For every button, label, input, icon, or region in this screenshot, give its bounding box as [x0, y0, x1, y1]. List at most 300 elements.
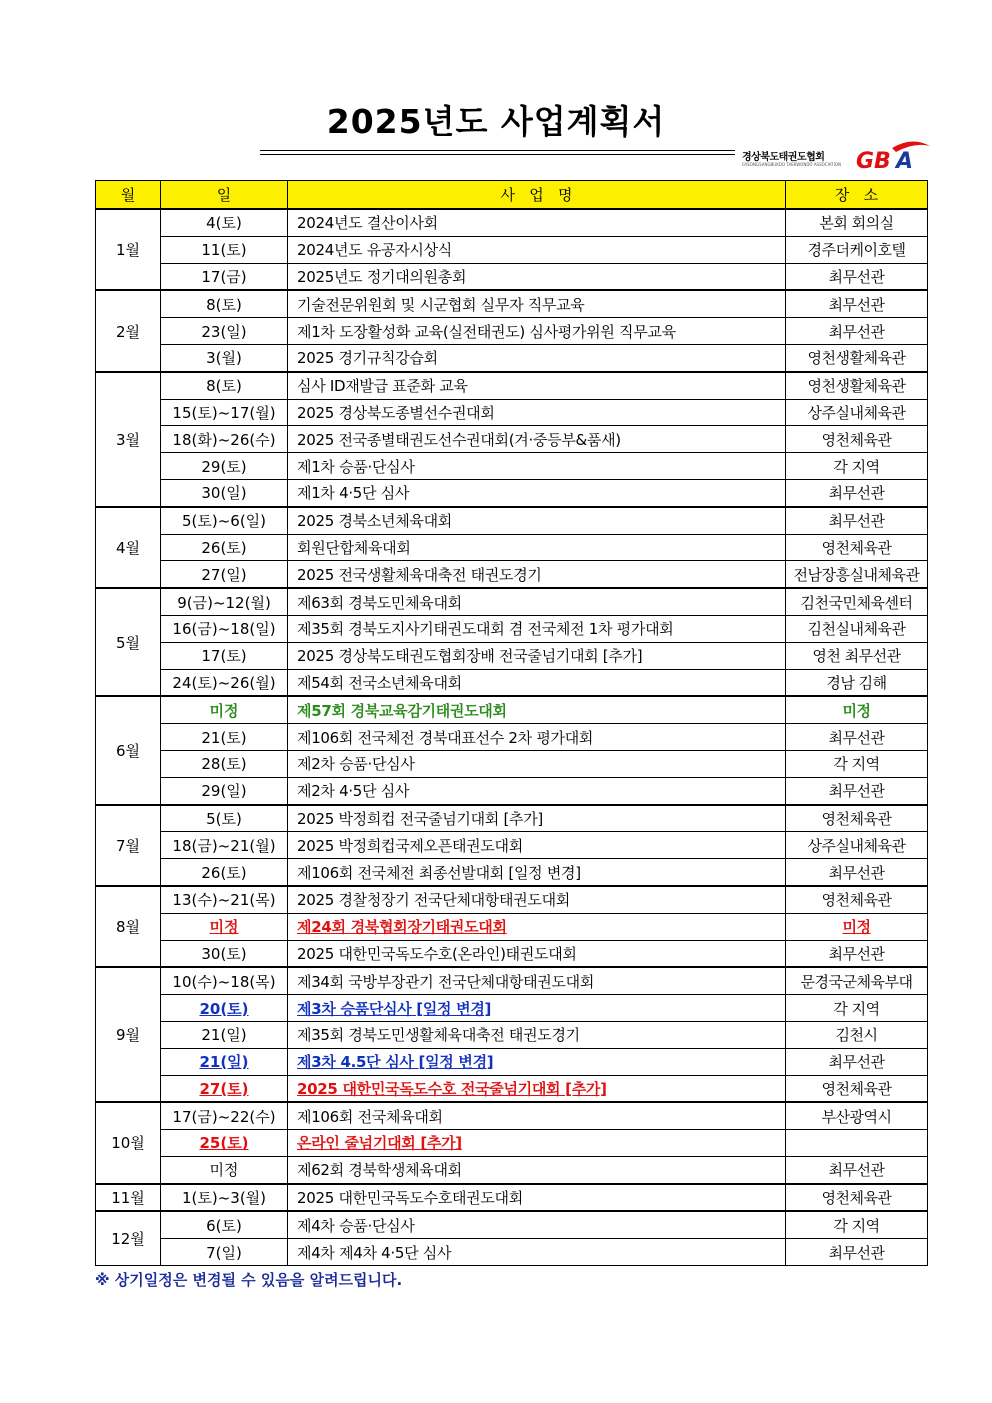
event-cell-text: 제106회 전국체육대회 — [297, 1107, 443, 1126]
org-subtitle: GYEONGSANGBUKDO TAEKWONDO ASSOCIATION — [742, 162, 841, 167]
month-cell: 7월 — [96, 805, 161, 886]
table-row — [96, 1211, 928, 1238]
event-cell-text: 제3차 4.5단 심사 [일정 변경] — [297, 1053, 494, 1072]
place-cell-text: 최무선관 — [828, 295, 885, 314]
place-cell — [786, 1184, 928, 1212]
month-cell: 11월 — [96, 1184, 161, 1212]
place-cell-text: 미정 — [842, 701, 871, 720]
table-row — [96, 669, 928, 696]
day-cell — [161, 1048, 288, 1075]
place-cell — [786, 399, 928, 426]
place-cell — [786, 940, 928, 967]
place-cell-text: 최무선관 — [828, 322, 885, 341]
place-cell — [786, 1130, 928, 1157]
day-cell-text: 21(토) — [201, 728, 247, 747]
table-row — [96, 859, 928, 886]
place-cell-text: 각 지역 — [833, 457, 880, 476]
day-cell — [161, 1211, 288, 1238]
event-cell — [288, 426, 786, 453]
day-cell — [161, 642, 288, 669]
place-cell-text: 영천체육관 — [821, 1189, 892, 1208]
event-cell — [288, 344, 786, 371]
place-cell-text: 각 지역 — [833, 1216, 880, 1235]
table-row — [96, 507, 928, 534]
day-cell — [161, 1102, 288, 1129]
month-cell: 8월 — [96, 886, 161, 967]
place-cell-text: 최무선관 — [828, 1243, 885, 1262]
day-cell-text: 18(금)~21(월) — [172, 836, 276, 855]
day-cell — [161, 967, 288, 994]
table-row — [96, 534, 928, 561]
place-cell — [786, 209, 928, 236]
day-cell — [161, 1075, 288, 1102]
place-cell — [786, 750, 928, 777]
day-cell-text: 15(토)~17(월) — [172, 403, 276, 422]
day-cell-text: 17(금)~22(수) — [172, 1107, 276, 1126]
day-cell-text: 미정 — [209, 701, 239, 720]
day-cell-text: 30(토) — [201, 944, 247, 963]
day-cell-text: 20(토) — [199, 999, 249, 1018]
event-cell-text: 2025 전국종별태권도선수권대회(겨·중등부&품새) — [297, 430, 621, 449]
org-name: 경상북도태권도협회 — [742, 152, 825, 163]
table-row — [96, 1075, 928, 1102]
day-cell — [161, 696, 288, 723]
title-underline — [260, 150, 735, 151]
day-cell — [161, 1239, 288, 1266]
event-cell — [288, 805, 786, 832]
event-cell-text: 제3차 승품단심사 [일정 변경] — [297, 999, 492, 1018]
day-cell — [161, 1156, 288, 1183]
place-cell-text: 각 지역 — [833, 755, 880, 774]
event-cell-text: 온라인 줄넘기대회 [추가] — [297, 1134, 462, 1153]
event-cell — [288, 832, 786, 859]
day-cell-text: 16(금)~18(일) — [172, 620, 276, 639]
place-cell-text: 최무선관 — [828, 512, 885, 531]
day-cell-text: 27(토) — [199, 1079, 249, 1098]
table-row — [96, 1239, 928, 1266]
event-cell — [288, 561, 786, 588]
event-cell — [288, 290, 786, 317]
place-cell — [786, 236, 928, 263]
table-row — [96, 290, 928, 317]
day-cell-text: 미정 — [209, 1161, 239, 1180]
event-cell — [288, 995, 786, 1022]
org-branding — [742, 140, 932, 174]
day-cell-text: 8(토) — [206, 377, 242, 396]
event-cell-text: 제1차 승품·단심사 — [297, 457, 415, 476]
event-cell-text: 제24회 경북협회장기태권도대회 — [297, 918, 507, 937]
table-row — [96, 750, 928, 777]
event-cell — [288, 1184, 786, 1212]
footer-note: ※ 상기일정은 변경될 수 있음을 알려드립니다. — [95, 1271, 403, 1289]
event-cell — [288, 886, 786, 913]
place-cell — [786, 967, 928, 994]
day-cell-text: 11(토) — [201, 241, 247, 260]
event-cell — [288, 263, 786, 290]
place-cell — [786, 534, 928, 561]
day-cell-text: 5(토)~6(일) — [181, 512, 267, 531]
table-row — [96, 615, 928, 642]
place-cell — [786, 913, 928, 940]
svg-text:A: A — [896, 149, 914, 172]
table-row — [96, 372, 928, 399]
event-cell-text: 2025 경상북도종별선수권대회 — [297, 403, 495, 422]
place-cell — [786, 453, 928, 480]
day-cell — [161, 615, 288, 642]
place-cell — [786, 832, 928, 859]
place-cell — [786, 263, 928, 290]
place-cell-text: 영천체육관 — [821, 891, 892, 910]
day-cell-text: 30(일) — [201, 484, 247, 503]
event-cell — [288, 372, 786, 399]
place-cell — [786, 696, 928, 723]
header-day: 일 — [161, 181, 288, 210]
table-row — [96, 588, 928, 615]
event-cell — [288, 1211, 786, 1238]
event-cell — [288, 1130, 786, 1157]
day-cell — [161, 588, 288, 615]
table-row — [96, 832, 928, 859]
event-cell-text: 제2차 4·5단 심사 — [297, 782, 410, 801]
table-row — [96, 995, 928, 1022]
day-cell — [161, 561, 288, 588]
table-row — [96, 1048, 928, 1075]
day-cell — [161, 940, 288, 967]
day-cell — [161, 1184, 288, 1212]
place-cell-text: 최무선관 — [828, 484, 885, 503]
table-row — [96, 426, 928, 453]
place-cell-text: 영천체육관 — [821, 809, 892, 828]
table-row — [96, 967, 928, 994]
event-cell-text: 2025 대한민국독도수호태권도대회 — [297, 1189, 523, 1208]
day-cell-text: 17(토) — [201, 647, 247, 666]
place-cell — [786, 615, 928, 642]
day-cell-text: 3(월) — [206, 349, 242, 368]
place-cell — [786, 669, 928, 696]
place-cell-text: 영천체육관 — [821, 430, 892, 449]
event-cell-text: 제57회 경북교육감기태권도대회 — [297, 701, 507, 720]
day-cell — [161, 750, 288, 777]
table-row — [96, 1184, 928, 1212]
table-row — [96, 642, 928, 669]
event-cell-text: 제54회 전국소년체육대회 — [297, 673, 462, 692]
event-cell — [288, 318, 786, 345]
day-cell-text: 6(토) — [206, 1216, 242, 1235]
place-cell-text: 문경국군체육부대 — [800, 972, 913, 991]
table-row — [96, 1130, 928, 1157]
day-cell — [161, 1021, 288, 1048]
table-row — [96, 805, 928, 832]
month-cell: 1월 — [96, 209, 161, 290]
place-cell-text: 경주더케이호텔 — [807, 241, 906, 260]
event-cell-text: 2025년도 정기대의원총회 — [297, 267, 467, 286]
month-cell: 12월 — [96, 1211, 161, 1265]
event-cell-text: 제4차 제4차 4·5단 심사 — [297, 1243, 452, 1262]
schedule-table — [95, 180, 928, 1266]
month-cell: 2월 — [96, 290, 161, 371]
event-cell-text: 2024년도 결산이사회 — [297, 214, 438, 233]
table-row — [96, 940, 928, 967]
event-cell — [288, 642, 786, 669]
event-cell — [288, 534, 786, 561]
place-cell — [786, 995, 928, 1022]
table-row — [96, 209, 928, 236]
day-cell-text: 29(일) — [201, 782, 247, 801]
event-cell-text: 제4차 승품·단심사 — [297, 1216, 415, 1235]
place-cell-text: 김천국민체육센터 — [800, 593, 913, 612]
place-cell — [786, 724, 928, 751]
event-cell-text: 제35회 경북도지사기태권도대회 겸 전국체전 1차 평가대회 — [297, 620, 674, 639]
place-cell-text: 최무선관 — [828, 1161, 885, 1180]
day-cell — [161, 344, 288, 371]
place-cell — [786, 290, 928, 317]
header-event: 사 업 명 — [288, 181, 786, 210]
event-cell — [288, 859, 786, 886]
page-title: 2025년도 사업계획서 — [326, 102, 666, 141]
table-row — [96, 236, 928, 263]
event-cell-text: 제2차 승품·단심사 — [297, 755, 415, 774]
place-cell — [786, 426, 928, 453]
place-cell — [786, 859, 928, 886]
event-cell — [288, 967, 786, 994]
place-cell — [786, 1075, 928, 1102]
day-cell-text: 미정 — [209, 918, 239, 937]
place-cell — [786, 344, 928, 371]
event-cell — [288, 750, 786, 777]
day-cell — [161, 859, 288, 886]
event-cell — [288, 399, 786, 426]
day-cell — [161, 479, 288, 506]
place-cell-text: 최무선관 — [828, 728, 885, 747]
event-cell — [288, 1021, 786, 1048]
event-cell-text: 회원단합체육대회 — [297, 538, 411, 557]
table-body — [96, 209, 928, 1266]
month-cell: 6월 — [96, 696, 161, 804]
title-underline-second — [260, 154, 735, 155]
day-cell — [161, 913, 288, 940]
place-cell-text: 상주실내체육관 — [807, 403, 906, 422]
day-cell — [161, 534, 288, 561]
table-row — [96, 318, 928, 345]
day-cell — [161, 777, 288, 804]
place-cell-text: 영천 최무선관 — [812, 647, 901, 666]
place-cell — [786, 1211, 928, 1238]
day-cell-text: 5(토) — [206, 809, 242, 828]
place-cell-text: 상주실내체육관 — [807, 836, 906, 855]
place-cell-text: 최무선관 — [828, 944, 885, 963]
place-cell — [786, 561, 928, 588]
day-cell — [161, 399, 288, 426]
table-row — [96, 777, 928, 804]
day-cell-text: 8(토) — [206, 295, 242, 314]
day-cell-text: 26(토) — [201, 863, 247, 882]
table-row — [96, 886, 928, 913]
day-cell-text: 27(일) — [201, 565, 247, 584]
place-cell-text: 김천시 — [835, 1026, 878, 1045]
day-cell — [161, 832, 288, 859]
day-cell — [161, 318, 288, 345]
event-cell — [288, 453, 786, 480]
event-cell — [288, 1156, 786, 1183]
table-row — [96, 1156, 928, 1183]
day-cell — [161, 1130, 288, 1157]
table-row — [96, 263, 928, 290]
event-cell — [288, 1239, 786, 1266]
table-row — [96, 1102, 928, 1129]
day-cell-text: 13(수)~21(목) — [172, 891, 276, 910]
day-cell-text: 26(토) — [201, 538, 247, 557]
event-cell-text: 제1차 도장활성화 교육(실전태권도) 심사평가위원 직무교육 — [297, 322, 676, 341]
day-cell-text: 7(일) — [206, 1243, 242, 1262]
place-cell-text: 각 지역 — [833, 999, 880, 1018]
day-cell-text: 29(토) — [201, 457, 247, 476]
event-cell — [288, 1075, 786, 1102]
event-cell-text: 2025 박정희컵 전국줄넘기대회 [추가] — [297, 809, 543, 828]
event-cell — [288, 588, 786, 615]
place-cell-text: 최무선관 — [828, 1053, 885, 1072]
event-cell — [288, 236, 786, 263]
place-cell-text: 본회 회의실 — [819, 214, 894, 233]
event-cell — [288, 913, 786, 940]
day-cell-text: 28(토) — [201, 755, 247, 774]
event-cell — [288, 1048, 786, 1075]
event-cell-text: 제62회 경북학생체육대회 — [297, 1161, 462, 1180]
month-cell: 10월 — [96, 1102, 161, 1183]
event-cell-text: 제63회 경북도민체육대회 — [297, 593, 462, 612]
day-cell — [161, 805, 288, 832]
day-cell — [161, 209, 288, 236]
event-cell-text: 2025 경기규칙강습회 — [297, 349, 438, 368]
event-cell-text: 2025 대한민국독도수호 전국줄넘기대회 [추가] — [297, 1079, 607, 1098]
day-cell-text: 21(일) — [201, 1026, 247, 1045]
event-cell-text: 2025 경북소년체육대회 — [297, 512, 452, 531]
place-cell-text: 미정 — [842, 918, 871, 937]
header-month: 월 — [96, 181, 161, 210]
place-cell-text: 경남 김해 — [826, 673, 887, 692]
day-cell-text: 25(토) — [199, 1134, 249, 1153]
table-row — [96, 453, 928, 480]
place-cell — [786, 479, 928, 506]
event-cell-text: 2025 박정희컵국제오픈태권도대회 — [297, 836, 523, 855]
place-cell — [786, 507, 928, 534]
day-cell-text: 17(금) — [201, 267, 247, 286]
table-row — [96, 561, 928, 588]
event-cell-text: 2024년도 유공자시상식 — [297, 241, 452, 260]
event-cell — [288, 777, 786, 804]
place-cell-text: 영천체육관 — [821, 1079, 892, 1098]
day-cell-text: 10(수)~18(목) — [172, 972, 276, 991]
place-cell — [786, 805, 928, 832]
place-cell — [786, 642, 928, 669]
event-cell — [288, 209, 786, 236]
place-cell-text: 최무선관 — [828, 863, 885, 882]
table-row — [96, 479, 928, 506]
place-cell — [786, 886, 928, 913]
event-cell-text: 2025 대한민국독도수호(온라인)태권도대회 — [297, 944, 577, 963]
place-cell-text: 김천실내체육관 — [807, 620, 906, 639]
event-cell-text: 제34회 국방부장관기 전국단체대항태권도대회 — [297, 972, 595, 991]
place-cell-text: 전남장흥실내체육관 — [793, 565, 920, 584]
place-cell-text: 최무선관 — [828, 782, 885, 801]
place-cell — [786, 1239, 928, 1266]
place-cell-text: 영천생활체육관 — [807, 349, 906, 368]
day-cell-text: 23(일) — [201, 322, 247, 341]
day-cell-text: 4(토) — [206, 214, 242, 233]
event-cell — [288, 940, 786, 967]
header-place: 장 소 — [786, 181, 928, 210]
event-cell — [288, 1102, 786, 1129]
day-cell — [161, 372, 288, 399]
day-cell — [161, 995, 288, 1022]
event-cell-text: 2025 전국생활체육대축전 태권도경기 — [297, 565, 542, 584]
place-cell-text: 부산광역시 — [821, 1107, 892, 1126]
day-cell — [161, 426, 288, 453]
gbta-logo-icon — [852, 140, 930, 172]
day-cell — [161, 236, 288, 263]
event-cell-text: 제106회 전국체전 최종선발대회 [일정 변경] — [297, 863, 581, 882]
day-cell — [161, 669, 288, 696]
place-cell — [786, 588, 928, 615]
event-cell — [288, 479, 786, 506]
event-cell-text: 제106회 전국체전 경북대표선수 2차 평가대회 — [297, 728, 594, 747]
month-cell: 3월 — [96, 372, 161, 507]
day-cell — [161, 507, 288, 534]
event-cell — [288, 724, 786, 751]
svg-text:GB: GB — [856, 149, 891, 172]
day-cell-text: 18(화)~26(수) — [172, 430, 276, 449]
event-cell-text: 2025 경상북도태권도협회장배 전국줄넘기대회 [추가] — [297, 647, 643, 666]
event-cell-text: 제1차 4·5단 심사 — [297, 484, 410, 503]
day-cell-text: 21(일) — [199, 1053, 249, 1072]
day-cell — [161, 886, 288, 913]
place-cell — [786, 1048, 928, 1075]
place-cell — [786, 777, 928, 804]
table-header-row — [96, 181, 928, 210]
event-cell — [288, 615, 786, 642]
event-cell — [288, 669, 786, 696]
table-row — [96, 399, 928, 426]
event-cell-text: 기술전문위원회 및 시군협회 실무자 직무교육 — [297, 295, 585, 314]
place-cell — [786, 372, 928, 399]
table-row — [96, 913, 928, 940]
event-cell-text: 2025 경찰청장기 전국단체대항태권도대회 — [297, 891, 570, 910]
event-cell — [288, 507, 786, 534]
month-cell: 4월 — [96, 507, 161, 588]
place-cell — [786, 1156, 928, 1183]
place-cell — [786, 1102, 928, 1129]
day-cell-text: 1(토)~3(월) — [181, 1189, 267, 1208]
event-cell-text: 심사 ID재발급 표준화 교육 — [297, 377, 468, 396]
day-cell-text: 24(토)~26(월) — [172, 673, 276, 692]
month-cell: 5월 — [96, 588, 161, 696]
day-cell — [161, 724, 288, 751]
place-cell-text: 영천생활체육관 — [807, 377, 906, 396]
event-cell-text: 제35회 경북도민생활체육대축전 태권도경기 — [297, 1026, 580, 1045]
place-cell-text: 영천체육관 — [821, 538, 892, 557]
table-row — [96, 696, 928, 723]
place-cell — [786, 318, 928, 345]
day-cell — [161, 290, 288, 317]
event-cell — [288, 696, 786, 723]
table-row — [96, 344, 928, 371]
place-cell — [786, 1021, 928, 1048]
table-row — [96, 1021, 928, 1048]
day-cell — [161, 453, 288, 480]
day-cell — [161, 263, 288, 290]
day-cell-text: 9(금)~12(월) — [177, 593, 271, 612]
place-cell-text: 최무선관 — [828, 267, 885, 286]
month-cell: 9월 — [96, 967, 161, 1102]
